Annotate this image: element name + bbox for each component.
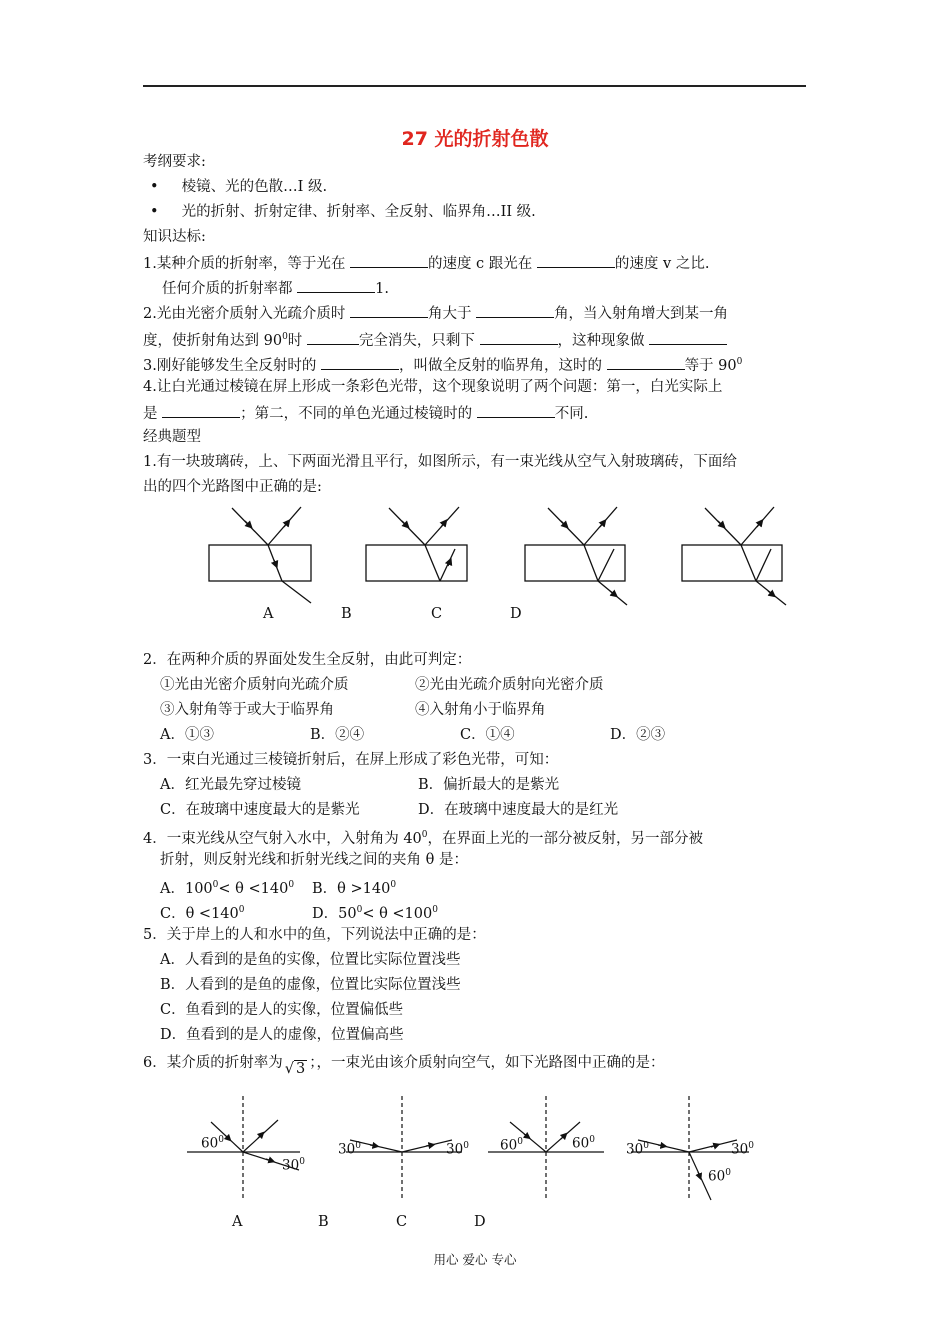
q2-statement-3: ③入射角等于或大于临界角 (160, 702, 334, 718)
q6-label-d: D (474, 1214, 486, 1230)
q5-option-a: A．人看到的是鱼的实像，位置比实际位置浅些 (160, 952, 461, 968)
q1-stem-2: 出的四个光路图中正确的是: (143, 479, 322, 495)
q4-option-d: D．$50^0< \theta <100^0$ (312, 905, 438, 922)
knowledge-line-2: 2.光由光密介质射入光疏介质时 角大于 角，当入射角增大到某一角 (143, 302, 728, 324)
classic-heading: 经典题型 (143, 429, 201, 445)
q6-angle-c60r: $60^0$ (572, 1135, 595, 1152)
syllabus-heading: 考纲要求: (143, 154, 206, 170)
q4-option-b: B．$\theta >140^0$ (312, 880, 397, 897)
sqrt-symbol: √ 3 (284, 1061, 306, 1077)
syllabus-item-text: 棱镜、光的色散…I 级. (181, 179, 328, 195)
knowledge-heading: 知识达标: (143, 229, 206, 245)
header-rule (143, 85, 806, 87)
syllabus-item: • 棱镜、光的色散…I 级. (150, 179, 328, 195)
glass-block-a (209, 545, 311, 581)
q5-option-b: B．人看到的是鱼的虚像，位置比实际位置浅些 (160, 977, 461, 993)
page-title: 27 光的折射色散 (401, 128, 549, 150)
q2-stem: 2．在两种介质的界面处发生全反射，由此可判定： (143, 652, 472, 668)
knowledge-line-3: 3.刚好能够发生全反射时的 ，叫做全反射的临界角，这时的 等于 $90^0$ (143, 352, 742, 376)
q2-statement-2: ②光由光疏介质射向光密介质 (415, 677, 604, 693)
q6-angle-b30r: $30^0$ (446, 1141, 469, 1158)
q6-angle-a30: $30^0$ (282, 1157, 305, 1174)
glass-block-b (366, 545, 467, 581)
knowledge-line-1: 1.某种介质的折射率，等于光在 的速度 c 跟光在 的速度 v 之比. (143, 252, 709, 274)
knowledge-line-4: 4.让白光通过棱镜在屏上形成一条彩色光带，这个现象说明了两个问题：第一，白光实际上 (143, 379, 723, 395)
q5-option-c: C．鱼看到的是人的实像，位置偏低些 (160, 1002, 404, 1018)
q1-label-c: C (431, 606, 443, 622)
q6-stem: 6．某介质的折射率为 √ 3 ；，一束光由该介质射向空气，如下光路图中正确的是： (143, 1055, 665, 1077)
q3-option-a: A．红光最先穿过棱镜 (160, 777, 301, 793)
q4-option-a: A．$100^0< \theta <140^0$ (160, 880, 295, 897)
glass-block-d (682, 545, 782, 581)
q1-label-a: A (263, 606, 274, 622)
q1-stem: 1.有一块玻璃砖，上、下两面光滑且平行，如图所示，有一束光线从空气入射玻璃砖，下面给 (143, 454, 737, 470)
q2-statement-1: ①光由光密介质射向光疏介质 (160, 677, 349, 693)
q5-option-d: D．鱼看到的是人的虚像，位置偏高些 (160, 1027, 404, 1043)
q4-stem-2: 折射，则反射光线和折射光线之间的夹角 θ 是： (160, 852, 468, 868)
q6-label-b: B (318, 1214, 329, 1230)
knowledge-line-4b: 是 ；第二，不同的单色光通过棱镜时的 不同. (143, 402, 588, 424)
q6-angle-d60: $60^0$ (708, 1168, 731, 1185)
q3-option-c: C．在玻璃中速度最大的是紫光 (160, 802, 360, 818)
q6-angle-d30l: $30^0$ (626, 1141, 649, 1158)
q6-angle-d30r: $30^0$ (731, 1141, 754, 1158)
q6-angle-c60l: $60^0$ (500, 1137, 523, 1154)
knowledge-line-2b: 度，使折射角达到 $90^0$时 完全消失，只剩下 ，这种现象做 (143, 327, 727, 351)
q4-option-c: C．$\theta <140^0$ (160, 905, 245, 922)
q3-stem: 3．一束白光通过三棱镜折射后，在屏上形成了彩色光带，可知： (143, 752, 559, 768)
q5-stem: 5．关于岸上的人和水中的鱼，下列说法中正确的是： (143, 927, 486, 943)
syllabus-item-text: 光的折射、折射定律、折射率、全反射、临界角…II 级. (181, 204, 536, 220)
page-footer: 用心 爱心 专心 (433, 1252, 517, 1267)
q2-option-c: C．①④ (460, 727, 515, 743)
q1-label-d: D (510, 606, 522, 622)
q2-option-b: B．②④ (310, 727, 365, 743)
glass-block-c (525, 545, 625, 581)
knowledge-line-1b: 任何介质的折射率都 1. (162, 277, 389, 299)
q2-statement-4: ④入射角小于临界角 (415, 702, 546, 718)
q6-label-c: C (396, 1214, 408, 1230)
q6-angle-a60: $60^0$ (201, 1135, 224, 1152)
q6-label-a: A (232, 1214, 243, 1230)
q6-angle-b30l: $30^0$ (338, 1141, 361, 1158)
q2-option-a: A．①③ (160, 727, 214, 743)
q3-option-b: B．偏折最大的是紫光 (418, 777, 560, 793)
q2-option-d: D．②③ (610, 727, 666, 743)
q3-option-d: D．在玻璃中速度最大的是红光 (418, 802, 619, 818)
syllabus-item: • 光的折射、折射定律、折射率、全反射、临界角…II 级. (150, 204, 536, 220)
q4-stem: 4．一束光线从空气射入水中，入射角为 $40^0$，在界面上光的一部分被反射，另一部分被 (143, 830, 704, 847)
q1-label-b: B (341, 606, 352, 622)
